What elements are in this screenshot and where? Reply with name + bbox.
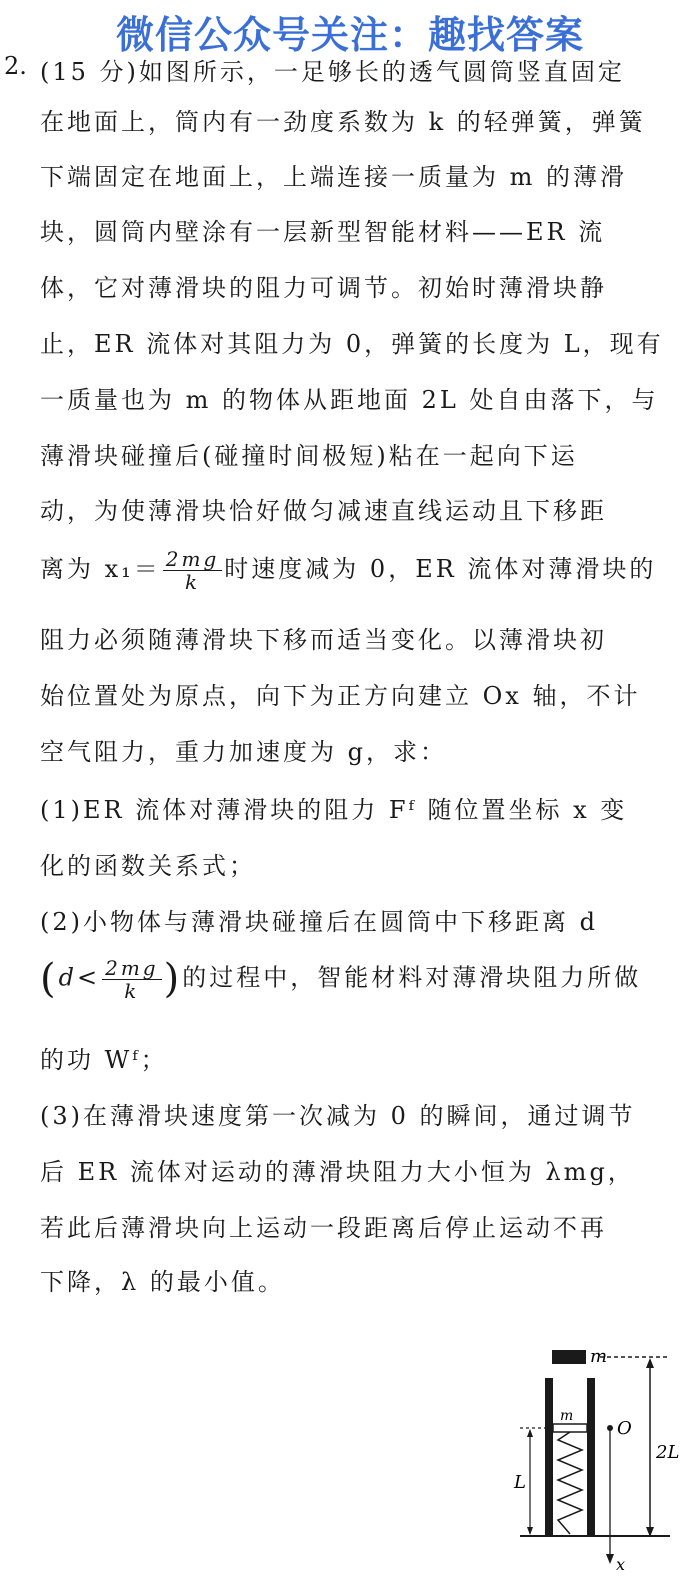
question-line-5: 体，它对薄滑块的阻力可调节。初始时薄滑块静 (40, 274, 607, 302)
origin-point (607, 1425, 613, 1431)
part3-line-3: 若此后薄滑块向上运动一段距离后停止运动不再 (40, 1214, 607, 1242)
height-arrow-head-top (646, 1358, 654, 1368)
part1-line-1: (1)ER 流体对薄滑块的阻力 Fᶠ 随位置坐标 x 变 (40, 796, 628, 824)
question-line-12: 始位置处为原点，向下为正方向建立 Ox 轴，不计 (40, 682, 641, 710)
fraction-denominator: k (184, 570, 201, 594)
line10-suffix: 时速度减为 0，ER 流体对薄滑块的 (224, 555, 657, 583)
question-line-11: 阻力必须随薄滑块下移而适当变化。以薄滑块初 (40, 626, 607, 654)
right-paren: ) (163, 956, 183, 1002)
watermark: 微信公众号关注：趣找答案 (115, 13, 584, 57)
question-line-7: 一质量也为 m 的物体从距地面 2L 处自由落下，与 (40, 386, 659, 414)
question-line-1: (15 分)如图所示，一足够长的透气圆筒竖直固定 (40, 58, 625, 86)
slider-block (553, 1424, 587, 1432)
origin-label: O (617, 1418, 632, 1439)
falling-mass-label: m (590, 1346, 608, 1367)
line10-prefix: 离为 x₁＝ (40, 555, 161, 583)
part2-line-1: (2)小物体与薄滑块碰撞后在圆筒中下移距离 d (40, 908, 598, 936)
question-line-8: 薄滑块碰撞后(碰撞时间极短)粘在一起向下运 (40, 442, 578, 470)
fraction-numerator: 2mg (163, 548, 223, 571)
question-line-2: 在地面上，筒内有一劲度系数为 k 的轻弹簧，弹簧 (40, 108, 646, 136)
part3-line-2: 后 ER 流体对运动的薄滑块阻力大小恒为 λmg， (40, 1158, 635, 1186)
fraction-numerator-2: 2mg (102, 957, 162, 980)
question-line-10 (40, 548, 656, 593)
x-axis-label: x (616, 1555, 626, 1574)
height-arrow-head-bottom (646, 1527, 654, 1537)
spring-length-head-top (527, 1429, 533, 1437)
part2-line-2 (40, 956, 641, 1002)
part3-line-4: 下降，λ 的最小值。 (40, 1268, 285, 1296)
falling-mass (552, 1350, 586, 1364)
fraction-2mg-k-2 (102, 957, 162, 1002)
x-axis-arrow (606, 1554, 614, 1564)
part2-line-3: 的功 Wᶠ； (40, 1046, 168, 1074)
question-line-4: 块，圆筒内壁涂有一层新型智能材料——ER 流 (40, 218, 606, 246)
fraction-denominator-2: k (124, 978, 140, 1003)
part2-condition: d< (58, 963, 101, 992)
spring-length-label: L (514, 1472, 526, 1493)
cylinder-right-wall (587, 1378, 595, 1536)
fraction-2mg-k (163, 548, 223, 593)
slider-block-label: m (560, 1408, 574, 1424)
part1-line-2: 化的函数关系式； (40, 852, 256, 880)
spring (558, 1432, 582, 1534)
cylinder-left-wall (545, 1378, 553, 1536)
question-line-3: 下端固定在地面上，上端连接一质量为 m 的薄滑 (40, 163, 628, 191)
question-line-9: 动，为使薄滑块恰好做匀减速直线运动且下移距 (40, 497, 607, 525)
height-label: 2L (656, 1442, 680, 1463)
part2-line2-suffix: 的过程中，智能材料对薄滑块阻力所做 (182, 963, 642, 992)
question-line-13: 空气阻力，重力加速度为 g，求： (40, 738, 447, 766)
question-number: 2. (4, 52, 27, 80)
spring-length-head-bottom (527, 1527, 533, 1535)
left-paren: ( (40, 956, 59, 1002)
question-line-6: 止，ER 流体对其阻力为 0，弹簧的长度为 L，现有 (40, 330, 664, 358)
part3-line-1: (3)在薄滑块速度第一次减为 0 的瞬间，通过调节 (40, 1102, 636, 1130)
